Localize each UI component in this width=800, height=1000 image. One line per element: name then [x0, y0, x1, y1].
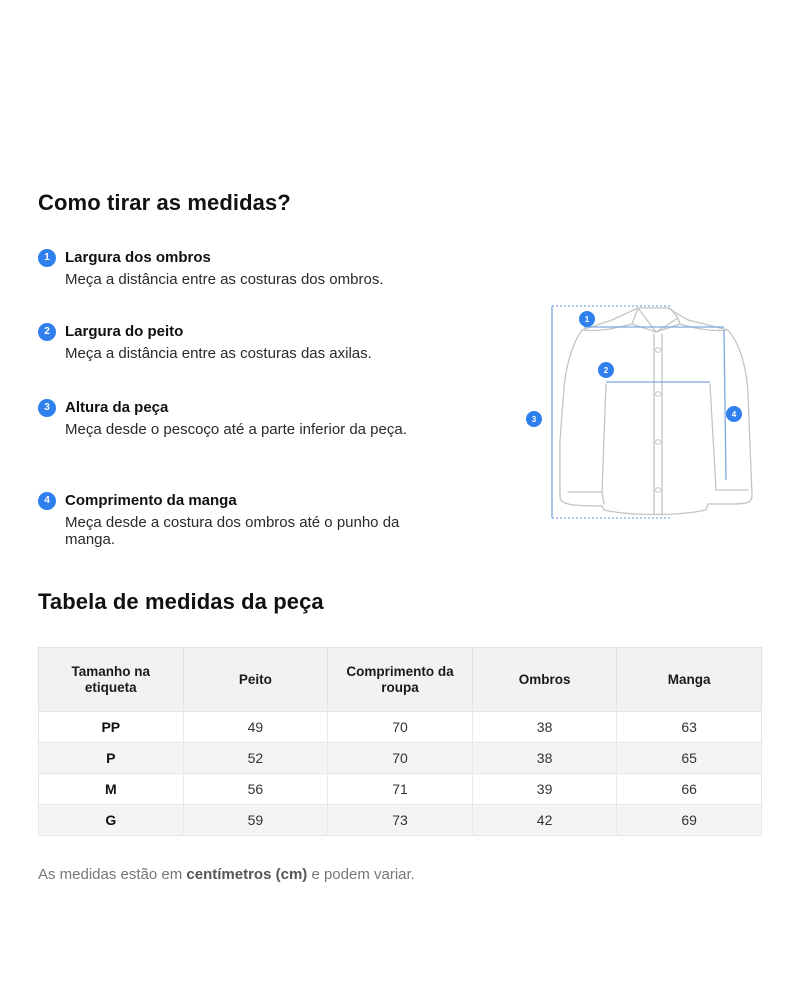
cell-length: 73 — [328, 805, 473, 836]
note-text-after: e podem variar. — [307, 866, 415, 883]
cell-size: G — [39, 805, 184, 836]
step-title: Comprimento da manga — [65, 492, 237, 509]
step-number-badge: 4 — [38, 492, 56, 510]
cell-shoulders: 42 — [472, 805, 617, 836]
column-header-chest: Peito — [183, 648, 328, 712]
cell-sleeve: 65 — [617, 743, 762, 774]
cell-length: 70 — [328, 743, 473, 774]
cell-shoulders: 39 — [472, 774, 617, 805]
table-header-row — [39, 648, 762, 712]
measurement-markers — [526, 311, 742, 427]
step-number-badge: 3 — [38, 399, 56, 417]
cell-size: PP — [39, 712, 184, 743]
note-text-before: As medidas estão em — [38, 866, 187, 883]
marker-3-label: 3 — [531, 415, 537, 424]
marker-1-label: 1 — [584, 315, 590, 324]
cell-size: M — [39, 774, 184, 805]
sleeve-length-line — [724, 330, 726, 480]
cell-chest: 59 — [183, 805, 328, 836]
step-number-badge: 2 — [38, 323, 56, 341]
cell-length: 70 — [328, 712, 473, 743]
column-header-size: Tamanho na etiqueta — [39, 648, 184, 712]
note-units-bold: centímetros (cm) — [186, 866, 308, 883]
table-row — [39, 712, 762, 743]
marker-2-label: 2 — [603, 366, 609, 375]
cell-shoulders: 38 — [472, 743, 617, 774]
step-description: Meça desde a costura dos ombros até o punho da manga. — [65, 514, 400, 548]
column-header-sleeve: Manga — [617, 648, 762, 712]
button-icons — [656, 348, 661, 493]
guide-title: Como tirar as medidas? — [38, 190, 291, 215]
table-row — [39, 774, 762, 805]
cell-chest: 56 — [183, 774, 328, 805]
step-description: Meça a distância entre as costuras das axilas. — [65, 345, 372, 362]
cell-sleeve: 63 — [617, 712, 762, 743]
column-header-shoulders: Ombros — [472, 648, 617, 712]
cell-sleeve: 66 — [617, 774, 762, 805]
shirt-icon — [560, 308, 752, 515]
table-row — [39, 805, 762, 836]
step-title: Largura dos ombros — [65, 249, 211, 266]
step-chest-width — [38, 322, 438, 362]
table-row — [39, 743, 762, 774]
step-garment-length — [38, 398, 438, 438]
step-title: Largura do peito — [65, 323, 184, 340]
marker-4-label: 4 — [731, 410, 737, 419]
step-number-badge: 1 — [38, 249, 56, 267]
step-description: Meça desde o pescoço até a parte inferior da peça. — [65, 421, 407, 438]
step-title: Altura da peça — [65, 399, 169, 416]
step-shoulder-width — [38, 248, 438, 288]
cell-size: P — [39, 743, 184, 774]
cell-chest: 49 — [183, 712, 328, 743]
step-sleeve-length — [38, 491, 438, 548]
step-description: Meça a distância entre as costuras dos ombros. — [65, 271, 384, 288]
column-header-length: Comprimento da roupa — [328, 648, 473, 712]
size-table-title: Tabela de medidas da peça — [38, 589, 324, 614]
units-note — [38, 866, 415, 883]
cell-shoulders: 38 — [472, 712, 617, 743]
cell-chest: 52 — [183, 743, 328, 774]
size-table — [38, 647, 762, 836]
cell-length: 71 — [328, 774, 473, 805]
shirt-measurement-diagram — [520, 296, 760, 528]
cell-sleeve: 69 — [617, 805, 762, 836]
measurement-lines — [552, 306, 726, 518]
